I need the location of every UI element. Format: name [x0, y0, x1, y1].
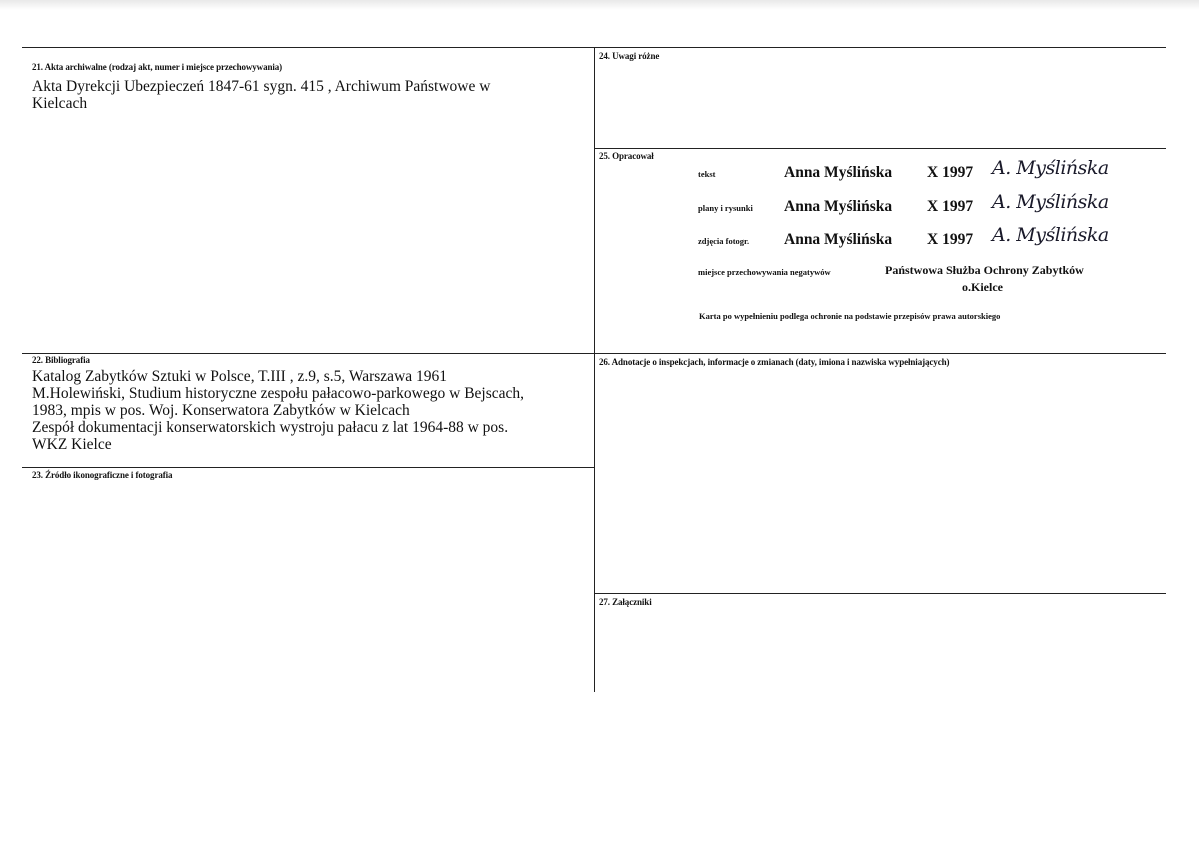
- section-26-label: 26. Adnotacje o inspekcjach, informacje o zmianach (daty, imiona i nazwiska wypełniających): [599, 357, 950, 367]
- section-22-line: Katalog Zabytków Sztuki w Polsce, T.III , z.9, s.5, Warszawa 1961: [32, 368, 448, 385]
- section-23-label: 23. Źródło ikonograficzne i fotografia: [32, 470, 173, 480]
- scan-edge: [0, 0, 1199, 10]
- section-24-label: 24. Uwagi różne: [599, 51, 660, 61]
- section-21-label: 21. Akta archiwalne (rodzaj akt, numer i miejsce przechowywania): [32, 62, 283, 72]
- negatives-label: miejsce przechowywania negatywów: [698, 267, 831, 277]
- date-value: X 1997: [927, 198, 974, 215]
- role-text: plany i rysunki: [698, 203, 753, 213]
- section-25-label: 25. Opracował: [599, 151, 654, 161]
- author-name: Anna Myślińska: [784, 198, 893, 215]
- signature: A. Myślińska: [992, 224, 1109, 246]
- date-value: X 1997: [927, 164, 974, 181]
- signature: A. Myślińska: [992, 157, 1109, 179]
- date-value: X 1997: [927, 231, 974, 248]
- author-name: Anna Myślińska: [784, 164, 893, 181]
- role-text: zdjęcia fotogr.: [698, 236, 750, 246]
- section-22-label: 22. Bibliografia: [32, 355, 90, 365]
- section-21-text: [32, 78, 490, 112]
- section-22-line: Zespół dokumentacji konserwatorskich wystroju pałacu z lat 1964-88 w pos.: [32, 419, 509, 436]
- section-22-line: 1983, mpis w pos. Woj. Konserwatora Zabytków w Kielcach: [32, 402, 410, 419]
- negatives-value-city: o.Kielce: [962, 280, 1003, 294]
- divider-24-25: [594, 148, 1166, 149]
- divider-22-23: [22, 467, 594, 468]
- author-name: Anna Myślińska: [784, 231, 893, 248]
- section-22-text: [32, 368, 524, 453]
- divider-21-22: [22, 353, 1166, 354]
- role-text: tekst: [698, 169, 716, 179]
- section-22-line: M.Holewiński, Studium historyczne zespołu pałacowo-parkowego w Bejscach,: [32, 385, 525, 402]
- divider-26-27: [594, 593, 1166, 594]
- negatives-value: Państwowa Służba Ochrony Zabytków: [885, 263, 1084, 277]
- section-21-line: Akta Dyrekcji Ubezpieczeń 1847-61 sygn. 415 , Archiwum Państwowe w: [32, 78, 491, 95]
- section-22-line: WKZ Kielce: [32, 436, 112, 453]
- section-21-line: Kielcach: [32, 95, 88, 112]
- copyright-note: Karta po wypełnieniu podlega ochronie na podstawie przepisów prawa autorskiego: [699, 311, 1001, 321]
- section-27-label: 27. Załączniki: [599, 597, 652, 607]
- signature: A. Myślińska: [992, 191, 1109, 213]
- center-divider: [594, 47, 595, 692]
